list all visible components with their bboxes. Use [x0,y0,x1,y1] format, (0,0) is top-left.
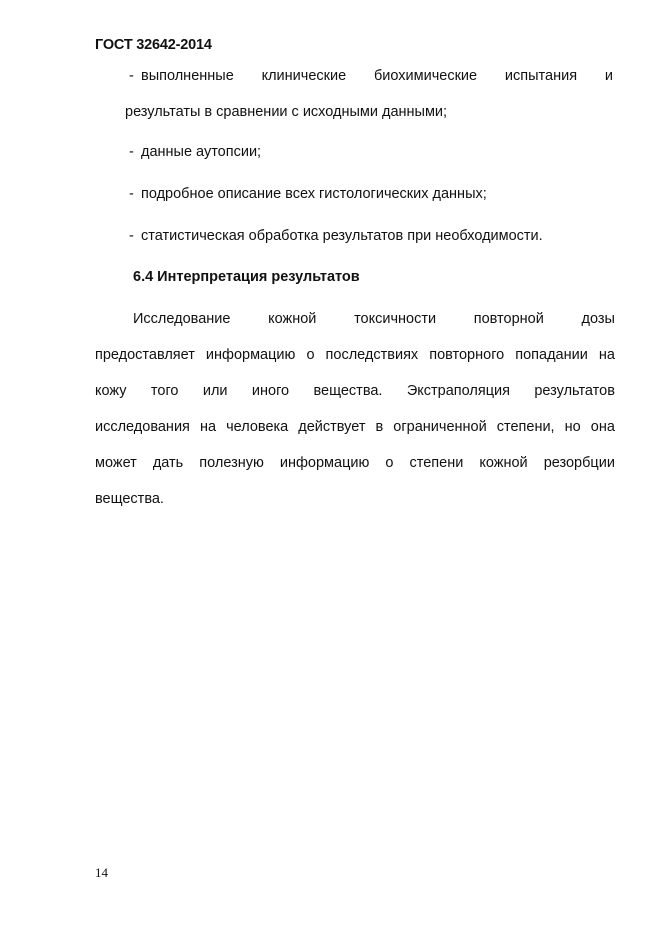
list-item-1-word-2: клинические [261,68,347,84]
list-item-1-word-4: испытания [504,68,578,84]
list-dash: - [129,186,134,202]
section-heading: 6.4 Интерпретация результатов [133,269,360,285]
list-item-4-text: статистическая обработка результатов при необходимости. [141,228,543,244]
word: дозы [581,311,615,327]
word: дать [152,455,184,471]
list-item-3 [129,176,613,212]
paragraph-line-1 [95,301,615,337]
list-item-1-word-3: биохимические [373,68,478,84]
word: степени, [496,419,555,435]
word: исследования [95,419,190,435]
list-dash: - [129,228,134,244]
list-item-1-word-5: и [604,68,613,84]
word: в [375,419,384,435]
word: результатов [534,383,615,399]
word: Экстраполяция [406,383,510,399]
word: информацию [279,455,370,471]
word: полезную [199,455,264,471]
paragraph-line-5 [95,445,615,481]
word: действует [298,419,366,435]
list-item-1-line [129,58,613,94]
paragraph-line-6: вещества. [95,491,164,507]
word: резорбции [543,455,615,471]
word: человека [226,419,289,435]
word: повторного [429,347,505,363]
word: кожу [95,383,127,399]
word: она [590,419,615,435]
list-item-3-text: подробное описание всех гистологических данных; [141,186,487,202]
list-item-1 [129,58,613,94]
paragraph-line-3 [95,373,615,409]
word: того [150,383,179,399]
list-item-2-text: данные аутопсии; [141,144,262,160]
section-paragraph [95,301,615,517]
word: вещества. [313,383,383,399]
document-code-header: ГОСТ 32642-2014 [95,37,212,53]
paragraph-line-2 [95,337,615,373]
word: повторной [473,311,544,327]
word: последствиях [325,347,419,363]
list-item-1-word-1: - выполненные [129,58,234,94]
word: но [564,419,581,435]
list-item-1-continuation: результаты в сравнении с исходными данными; [125,104,448,120]
word: кожной [479,455,528,471]
word: о [306,347,315,363]
word: предоставляет [95,347,195,363]
word: или [202,383,228,399]
page-number: 14 [95,865,108,880]
list-item-4 [129,218,613,254]
word: кожной [268,311,317,327]
word: на [598,347,615,363]
paragraph-line-4 [95,409,615,445]
word: токсичности [354,311,437,327]
word: степени [409,455,464,471]
word: попадании [515,347,588,363]
list-dash: - [129,144,134,160]
word: может [95,455,137,471]
word: информацию [205,347,296,363]
word: на [199,419,217,435]
word: ограниченной [393,419,487,435]
word: о [385,455,394,471]
word: Исследование [133,311,231,327]
word: иного [251,383,290,399]
list-dash: - [129,68,134,84]
list-item-2 [129,134,613,170]
